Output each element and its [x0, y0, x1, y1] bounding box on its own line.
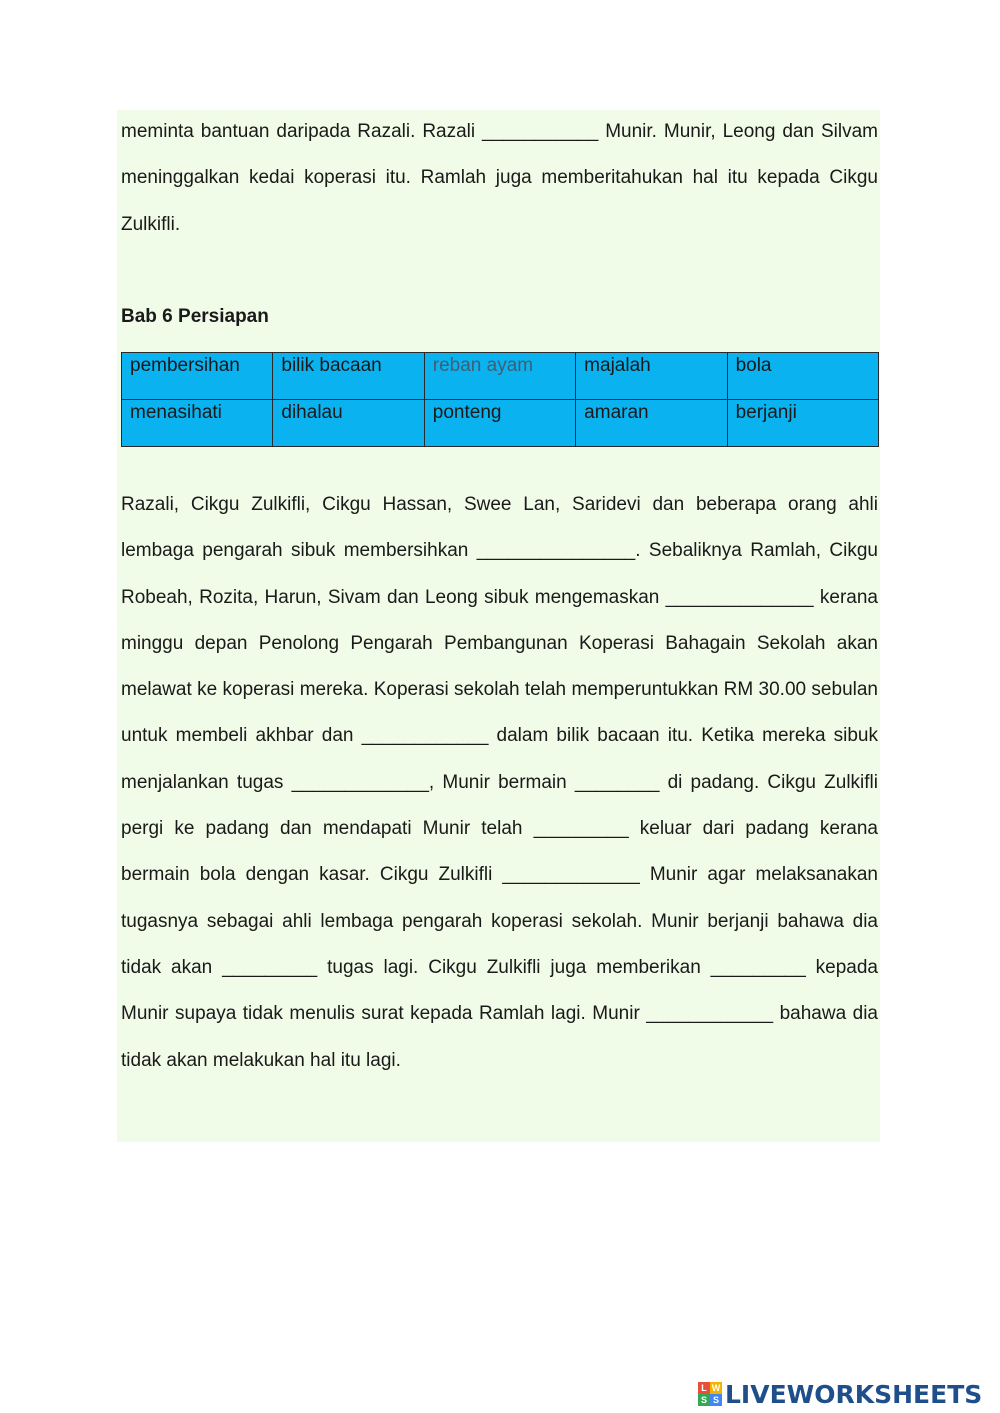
word-bank-row: [122, 353, 879, 400]
word-bank-cell: reban ayam: [424, 353, 575, 400]
chapter-heading: Bab 6 Persiapan: [121, 306, 269, 327]
word-bank-cell: majalah: [576, 353, 727, 400]
word-bank-cell: bola: [727, 353, 878, 400]
word-bank-cell: amaran: [576, 400, 727, 447]
story-paragraph-1: meminta bantuan daripada Razali. Razali ___________ Munir. Munir, Leong dan Silvam meninggalkan kedai koperasi itu. Ramlah juga memberitahukan hal itu kepada Cikgu Zulkifli.: [121, 121, 878, 235]
logo-text: LIVEWORKSHEETS: [725, 1379, 983, 1409]
word-bank-cell: bilik bacaan: [273, 353, 424, 400]
story-paragraph-2: Razali, Cikgu Zulkifli, Cikgu Hassan, Swee Lan, Saridevi dan beberapa orang ahli lembaga pengarah sibuk membersihkan _______________. Sebaliknya Ramlah, Cikgu Robeah, Rozita, Harun, Sivam dan Leong sibuk mengemaskan ______________ kerana minggu depan Penolong Pengarah Pembangunan Koperasi Bahagain Sekolah akan melawat ke koperasi mereka. Koperasi sekolah telah memperuntukkan RM 30.00 sebulan untuk membeli akhbar dan ____________ dalam bilik bacaan itu. Ketika mereka sibuk menjalankan tugas _____________, Munir bermain ________ di padang. Cikgu Zulkifli pergi ke padang dan mendapati Munir telah _________ keluar dari padang kerana bermain bola dengan kasar. Cikgu Zulkifli _____________ Munir agar melaksanakan tugasnya sebagai ahli lembaga pengarah koperasi sekolah. Munir berjanji bahawa dia tidak akan _________ tugas lagi. Cikgu Zulkifli juga memberikan _________ kepada Munir supaya tidak menulis surat kepada Ramlah lagi. Munir ____________ bahawa dia tidak akan melakukan hal itu lagi.: [121, 494, 878, 1071]
word-bank-cell: pembersihan: [122, 353, 273, 400]
liveworksheets-logo: [698, 1381, 982, 1407]
word-bank-cell: dihalau: [273, 400, 424, 447]
logo-icon: L W S S: [698, 1382, 722, 1406]
word-bank-cell: berjanji: [727, 400, 878, 447]
word-bank-cell: ponteng: [424, 400, 575, 447]
word-bank-row: [122, 400, 879, 447]
word-bank-table: [121, 352, 879, 447]
word-bank-cell: menasihati: [122, 400, 273, 447]
